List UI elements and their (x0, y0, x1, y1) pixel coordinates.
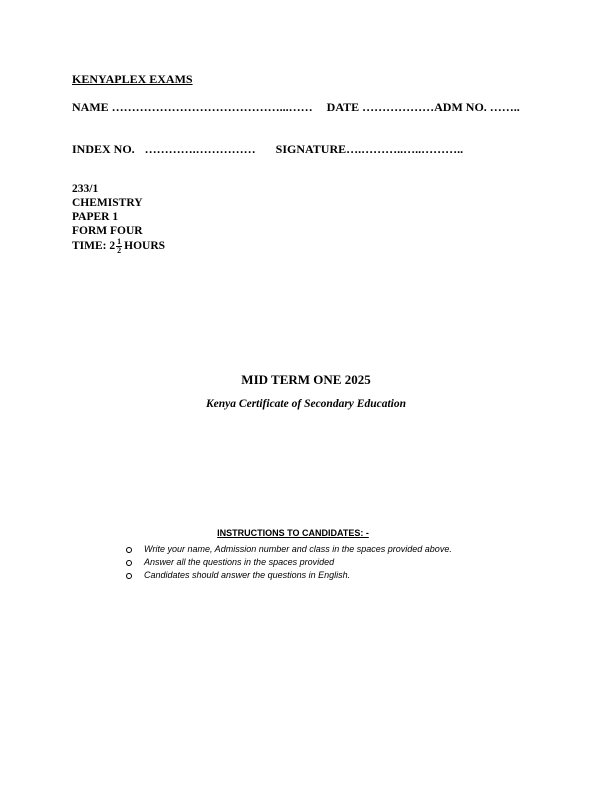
list-item (126, 569, 452, 582)
instruction-text: Write your name, Admission number and class in the spaces provided above. (144, 544, 452, 554)
exam-body-title: KENYAPLEX EXAMS (72, 72, 193, 86)
time-fraction (116, 238, 122, 255)
time-suffix: HOURS (124, 240, 166, 253)
index-field-line: ………….…………… (144, 142, 256, 156)
paper-info-block (72, 182, 165, 255)
date-adm-field-line: DATE ………………ADM NO. …….. (326, 100, 520, 114)
circle-bullet-icon (126, 573, 132, 579)
instruction-text: Answer all the questions in the spaces provided (144, 557, 335, 567)
list-item (126, 543, 452, 556)
instruction-text: Candidates should answer the questions in English. (144, 570, 351, 580)
instructions-list (126, 543, 452, 582)
fraction-denominator: 2 (117, 246, 122, 255)
index-signature-row (72, 142, 463, 157)
time-allowed (72, 238, 165, 255)
instructions-heading: INSTRUCTIONS TO CANDIDATES: - (217, 528, 369, 538)
name-field-line: NAME ……………………………………...…… (72, 100, 313, 114)
signature-field-line: SIGNATURE….………..…..……….. (275, 142, 464, 156)
form-level: FORM FOUR (72, 225, 143, 237)
circle-bullet-icon (126, 547, 132, 553)
exam-subtitle: Kenya Certificate of Secondary Education (206, 398, 406, 410)
circle-bullet-icon (126, 560, 132, 566)
exam-title: MID TERM ONE 2025 (241, 372, 371, 387)
paper-number: PAPER 1 (72, 211, 119, 223)
index-label: INDEX NO. (72, 142, 135, 156)
fraction-numerator: 1 (117, 237, 122, 246)
list-item (126, 556, 452, 569)
time-prefix: TIME: 2 (72, 240, 116, 253)
paper-code: 233/1 (72, 183, 99, 195)
name-date-row (72, 100, 520, 115)
subject-name: CHEMISTRY (72, 197, 143, 209)
